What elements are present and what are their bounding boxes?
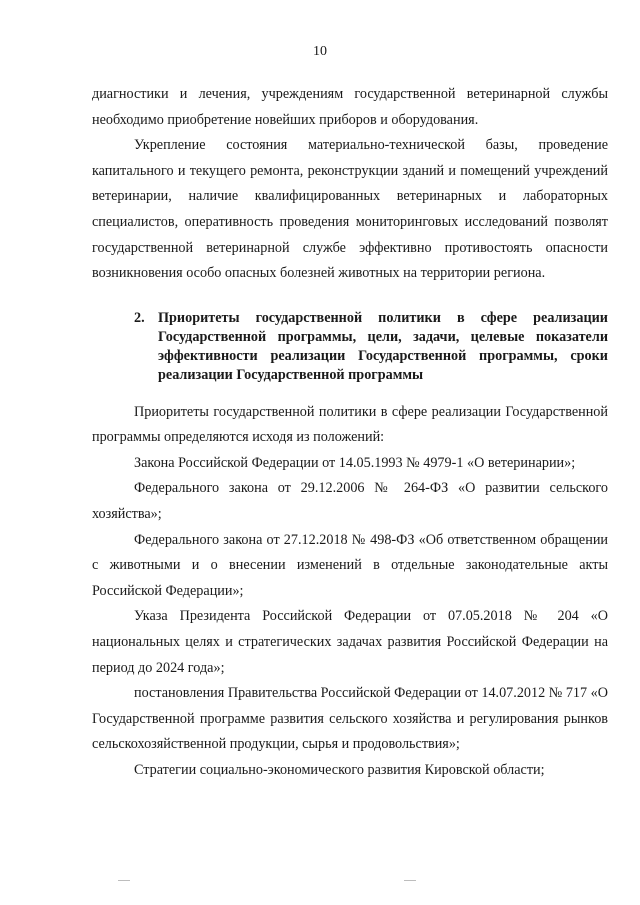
section-title: Приоритеты государственной политики в сфере реализации Государственной программы, цели, задачи, целевые показатели эффективности реализации Государственной программы, сроки реализации Государственной программы bbox=[158, 309, 608, 384]
document-body bbox=[92, 82, 608, 783]
paragraph: Закона Российской Федерации от 14.05.1993 № 4979-1 «О ветеринарии»; bbox=[134, 454, 576, 471]
paragraph: Федерального закона от 27.12.2018 № 498-ФЗ «Об ответственном обращении с животными и о внесении изменений в отдельные законодательные акты Российской Федерации»; bbox=[92, 531, 608, 599]
page-number: 10 bbox=[313, 44, 327, 59]
scan-mark bbox=[118, 880, 130, 881]
paragraph: постановления Правительства Российской Федерации от 14.07.2012 № 717 «О Государственной программе развития сельского хозяйства и регулирования рынков сельскохозяйственной продукции, сырья и продовольствия»; bbox=[92, 685, 608, 753]
paragraph: Стратегии социально-экономического развития Кировской области; bbox=[134, 761, 545, 778]
paragraph: Приоритеты государственной политики в сфере реализации Государственной программы определяются исходя из положений: bbox=[92, 403, 608, 446]
section-number: 2. bbox=[134, 309, 145, 326]
paragraph: диагностики и лечения, учреждениям государственной ветеринарной службы необходимо приобретение новейших приборов и оборудования. bbox=[92, 86, 608, 128]
paragraph: Федерального закона от 29.12.2006 № 264-ФЗ «О развитии сельского хозяйства»; bbox=[92, 480, 608, 522]
scan-mark bbox=[404, 880, 416, 881]
section-heading bbox=[134, 309, 608, 386]
paragraph: Указа Президента Российской Федерации от 07.05.2018 № 204 «О национальных целях и стратегических задачах развития Российской Федерации на период до 2024 года»; bbox=[92, 608, 608, 676]
paragraph: Укрепление состояния материально-технической базы, проведение капитального и текущего ремонта, реконструкции зданий и помещений учреждений ветеринарии, наличие квалифицированных ветеринарных и лабораторных специалистов, оперативность проведения мониторинговых исследований позволят государственной ветеринарной службе эффективно противостоять опасности возникновения особо опасных болезней животных на территории региона. bbox=[92, 137, 608, 282]
